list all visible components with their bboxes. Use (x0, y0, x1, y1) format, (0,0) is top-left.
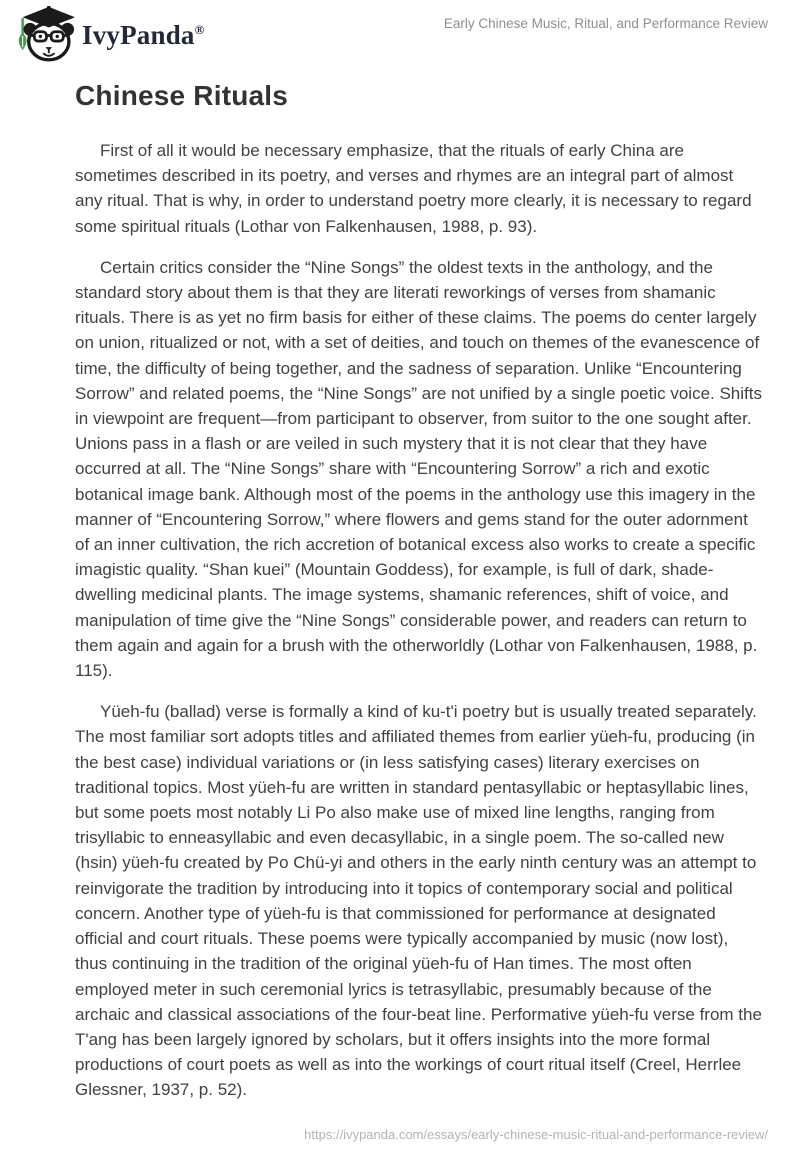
panda-graduate-icon (14, 6, 78, 64)
page-title: Chinese Rituals (75, 80, 289, 111)
source-url-link[interactable]: https://ivypanda.com/essays/early-chinese-music-ritual-and-performance-review/ (304, 1127, 768, 1142)
registered-mark: ® (194, 22, 205, 37)
paragraph-3: Yüeh-fu (ballad) verse is formally a kind of ku-t'i poetry but is usually treated separately. The most familiar sort adopts titles and affiliated themes from earlier yüeh-fu, producing (in the best case) individual variations or (in less satisfying cases) literary exercises on traditional topics. Most yüeh-fu are written in standard pentasyllabic or heptasyllabic lines, but some poets most notably Li Po also make use of mixed line lengths, ranging from trisyllabic to enneasyllabic and even decasyllabic, in a single poem. The so-called new (hsin) yüeh-fu created by Po Chü-yi and others in the early ninth century was an attempt to reinvigorate the tradition by introducing into it topics of contemporary social and political concern. Another type of yüeh-fu is that commissioned for performance at designated official and court rituals. These poems were typically accompanied by music (now lost), thus continuing in the tradition of the original yüeh-fu of Han times. The most often employed meter in such ceremonial lyrics is tetrasyllabic, presumably because of the archaic and classical associations of the four-beat line. Performative yüeh-fu verse from the T'ang has been largely ignored by scholars, but it offers insights into the more formal productions of court poets as well as into the workings of court ritual itself (Creel, Herrlee Glessner, 1937, p. 52). (75, 702, 762, 1100)
essay-body (75, 80, 765, 1103)
paragraph-1: First of all it would be necessary emphasize, that the rituals of early China are sometimes described in its poetry, and verses and rhymes are an integral part of almost any ritual. That is why, in order to understand poetry more clearly, it is necessary to regard some spiritual rituals (Lothar von Falkenhausen, 1988, p. 93). (75, 141, 752, 236)
paragraph-2: Certain critics consider the “Nine Songs” the oldest texts in the anthology, and the standard story about them is that they are literati reworkings of verses from shamanic rituals. There is as yet no firm basis for either of these claims. The poems do center largely on union, ritualized or not, with a set of deities, and touch on themes of the evanescence of time, the difficulty of being together, and the sadness of separation. Unlike “Encountering Sorrow” and related poems, the “Nine Songs” are not unified by a single poetic voice. Shifts in viewpoint are frequent—from participant to observer, from suitor to the one sought after. Unions pass in a flash or are veiled in such mystery that it is not clear that they have occurred at all. The “Nine Songs” share with “Encountering Sorrow” a rich and exotic botanical image bank. Although most of the poems in the anthology use this imagery in the manner of “Encountering Sorrow,” where flowers and gems stand for the outer adornment of an inner cultivation, the rich accretion of botanical excess also works to create a specific imagistic quality. “Shan kuei” (Mountain Goddess), for example, is full of dark, shade-dwelling medicinal plants. The image systems, shamanic references, shift of voice, and manipulation of time give the “Nine Songs” considerable power, and readers can return to them again and again for a brush with the otherworldly (Lothar von Falkenhausen, 1988, p. 115). (75, 257, 762, 681)
document-title: Early Chinese Music, Ritual, and Performance Review (443, 16, 768, 31)
page-header (0, 0, 800, 64)
brand-name: IvyPanda® (82, 20, 205, 50)
ivypanda-logo[interactable] (14, 6, 205, 64)
